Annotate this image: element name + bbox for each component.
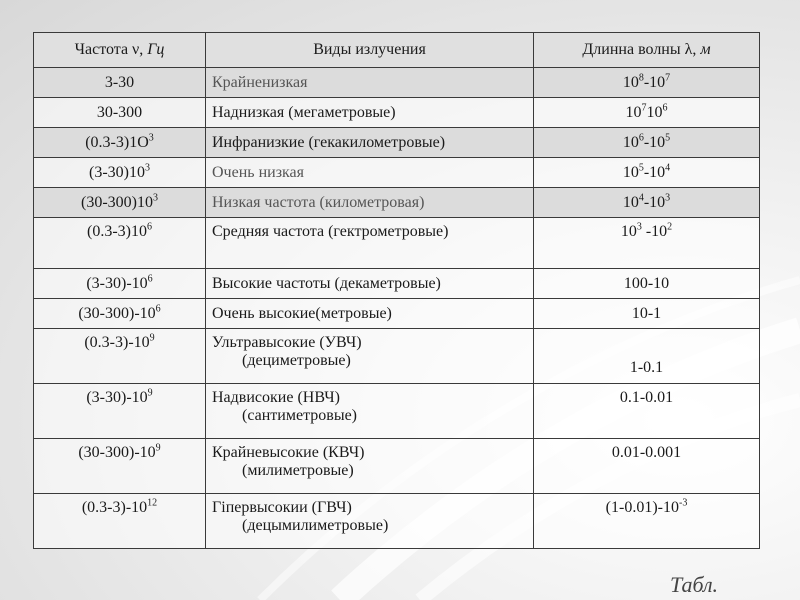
frequency-cell: $(0.3-3)-10^9$ xyxy=(34,329,206,384)
table-row xyxy=(34,128,760,158)
type-cell: Очень высокие(метровые) xyxy=(206,299,534,329)
type-main-label: Надвисокие (НВЧ) xyxy=(212,389,340,406)
frequency-cell: $(30-300)10^3$ xyxy=(34,188,206,218)
wavelength-cell: $10^3$ $-10^2$ xyxy=(534,218,760,269)
wavelength-cell: $10^8-10^7$ xyxy=(534,68,760,98)
frequency-cell: $(0.3-3)10^6$ xyxy=(34,218,206,269)
type-main-label: Ультравысокие (УВЧ) xyxy=(212,334,362,351)
header-wavelength: Длинна волны λ, м xyxy=(534,33,760,68)
wavelength-cell: $10^4-10^3$ xyxy=(534,188,760,218)
type-sub-label: (милиметровые) xyxy=(242,462,354,479)
type-cell: Крайненизкая xyxy=(206,68,534,98)
frequency-cell: 3-30 xyxy=(34,68,206,98)
type-main-label: Крайневысокие (КВЧ) xyxy=(212,444,365,461)
type-cell xyxy=(206,494,534,549)
wavelength-cell: 100-10 xyxy=(534,269,760,299)
type-sub-label: (децымилиметровые) xyxy=(242,517,389,534)
table-row xyxy=(34,439,760,494)
type-main-label: Гiпервысокии (ГВЧ) xyxy=(212,499,352,516)
wavelength-cell: 0.1-0.01 xyxy=(534,384,760,439)
table-row xyxy=(34,188,760,218)
frequency-cell: $(3-30)10^3$ xyxy=(34,158,206,188)
frequency-cell: $(0.3-3)-10^{12}$ xyxy=(34,494,206,549)
wavelength-cell: 10-1 xyxy=(534,299,760,329)
radiation-table xyxy=(33,32,760,549)
frequency-cell: $(0.3-3)1O^3$ xyxy=(34,128,206,158)
type-cell xyxy=(206,384,534,439)
type-cell xyxy=(206,439,534,494)
table-caption: Табл. xyxy=(670,572,719,597)
header-radiation-type: Виды излучения xyxy=(206,33,534,68)
wavelength-cell: $10^6-10^5$ xyxy=(534,128,760,158)
table-row xyxy=(34,98,760,128)
table-row xyxy=(34,329,760,384)
header-frequency: Частота ν, Гц xyxy=(34,33,206,68)
frequency-cell: $(3-30)-10^6$ xyxy=(34,269,206,299)
wavelength-cell: 0.01-0.001 xyxy=(534,439,760,494)
table-row xyxy=(34,269,760,299)
type-sub-label: (сантиметровые) xyxy=(242,407,357,424)
type-sub-label: (дециметровые) xyxy=(242,352,351,369)
table-row xyxy=(34,494,760,549)
table-row xyxy=(34,68,760,98)
type-cell xyxy=(206,329,534,384)
wavelength-cell: $10^5-10^4$ xyxy=(534,158,760,188)
table-header-row xyxy=(34,33,760,68)
wavelength-cell: $(1-0.01)-10^{-3}$ xyxy=(534,494,760,549)
type-cell: Очень низкая xyxy=(206,158,534,188)
type-cell: Наднизкая (мегаметровые) xyxy=(206,98,534,128)
table-row xyxy=(34,384,760,439)
wavelength-cell: 1-0.1 xyxy=(534,329,760,384)
table-row xyxy=(34,299,760,329)
type-cell: Инфранизкие (гекакилометровые) xyxy=(206,128,534,158)
wavelength-cell: $10^710^6$ xyxy=(534,98,760,128)
type-cell: Средняя частота (гектрометровые) xyxy=(206,218,534,269)
table-row xyxy=(34,158,760,188)
frequency-cell: $(3-30)-10^9$ xyxy=(34,384,206,439)
table-row xyxy=(34,218,760,269)
type-cell: Низкая частота (километровая) xyxy=(206,188,534,218)
type-cell: Высокие частоты (декаметровые) xyxy=(206,269,534,299)
frequency-cell: $(30-300)-10^9$ xyxy=(34,439,206,494)
frequency-cell: $(30-300)-10^6$ xyxy=(34,299,206,329)
frequency-cell: 30-300 xyxy=(34,98,206,128)
